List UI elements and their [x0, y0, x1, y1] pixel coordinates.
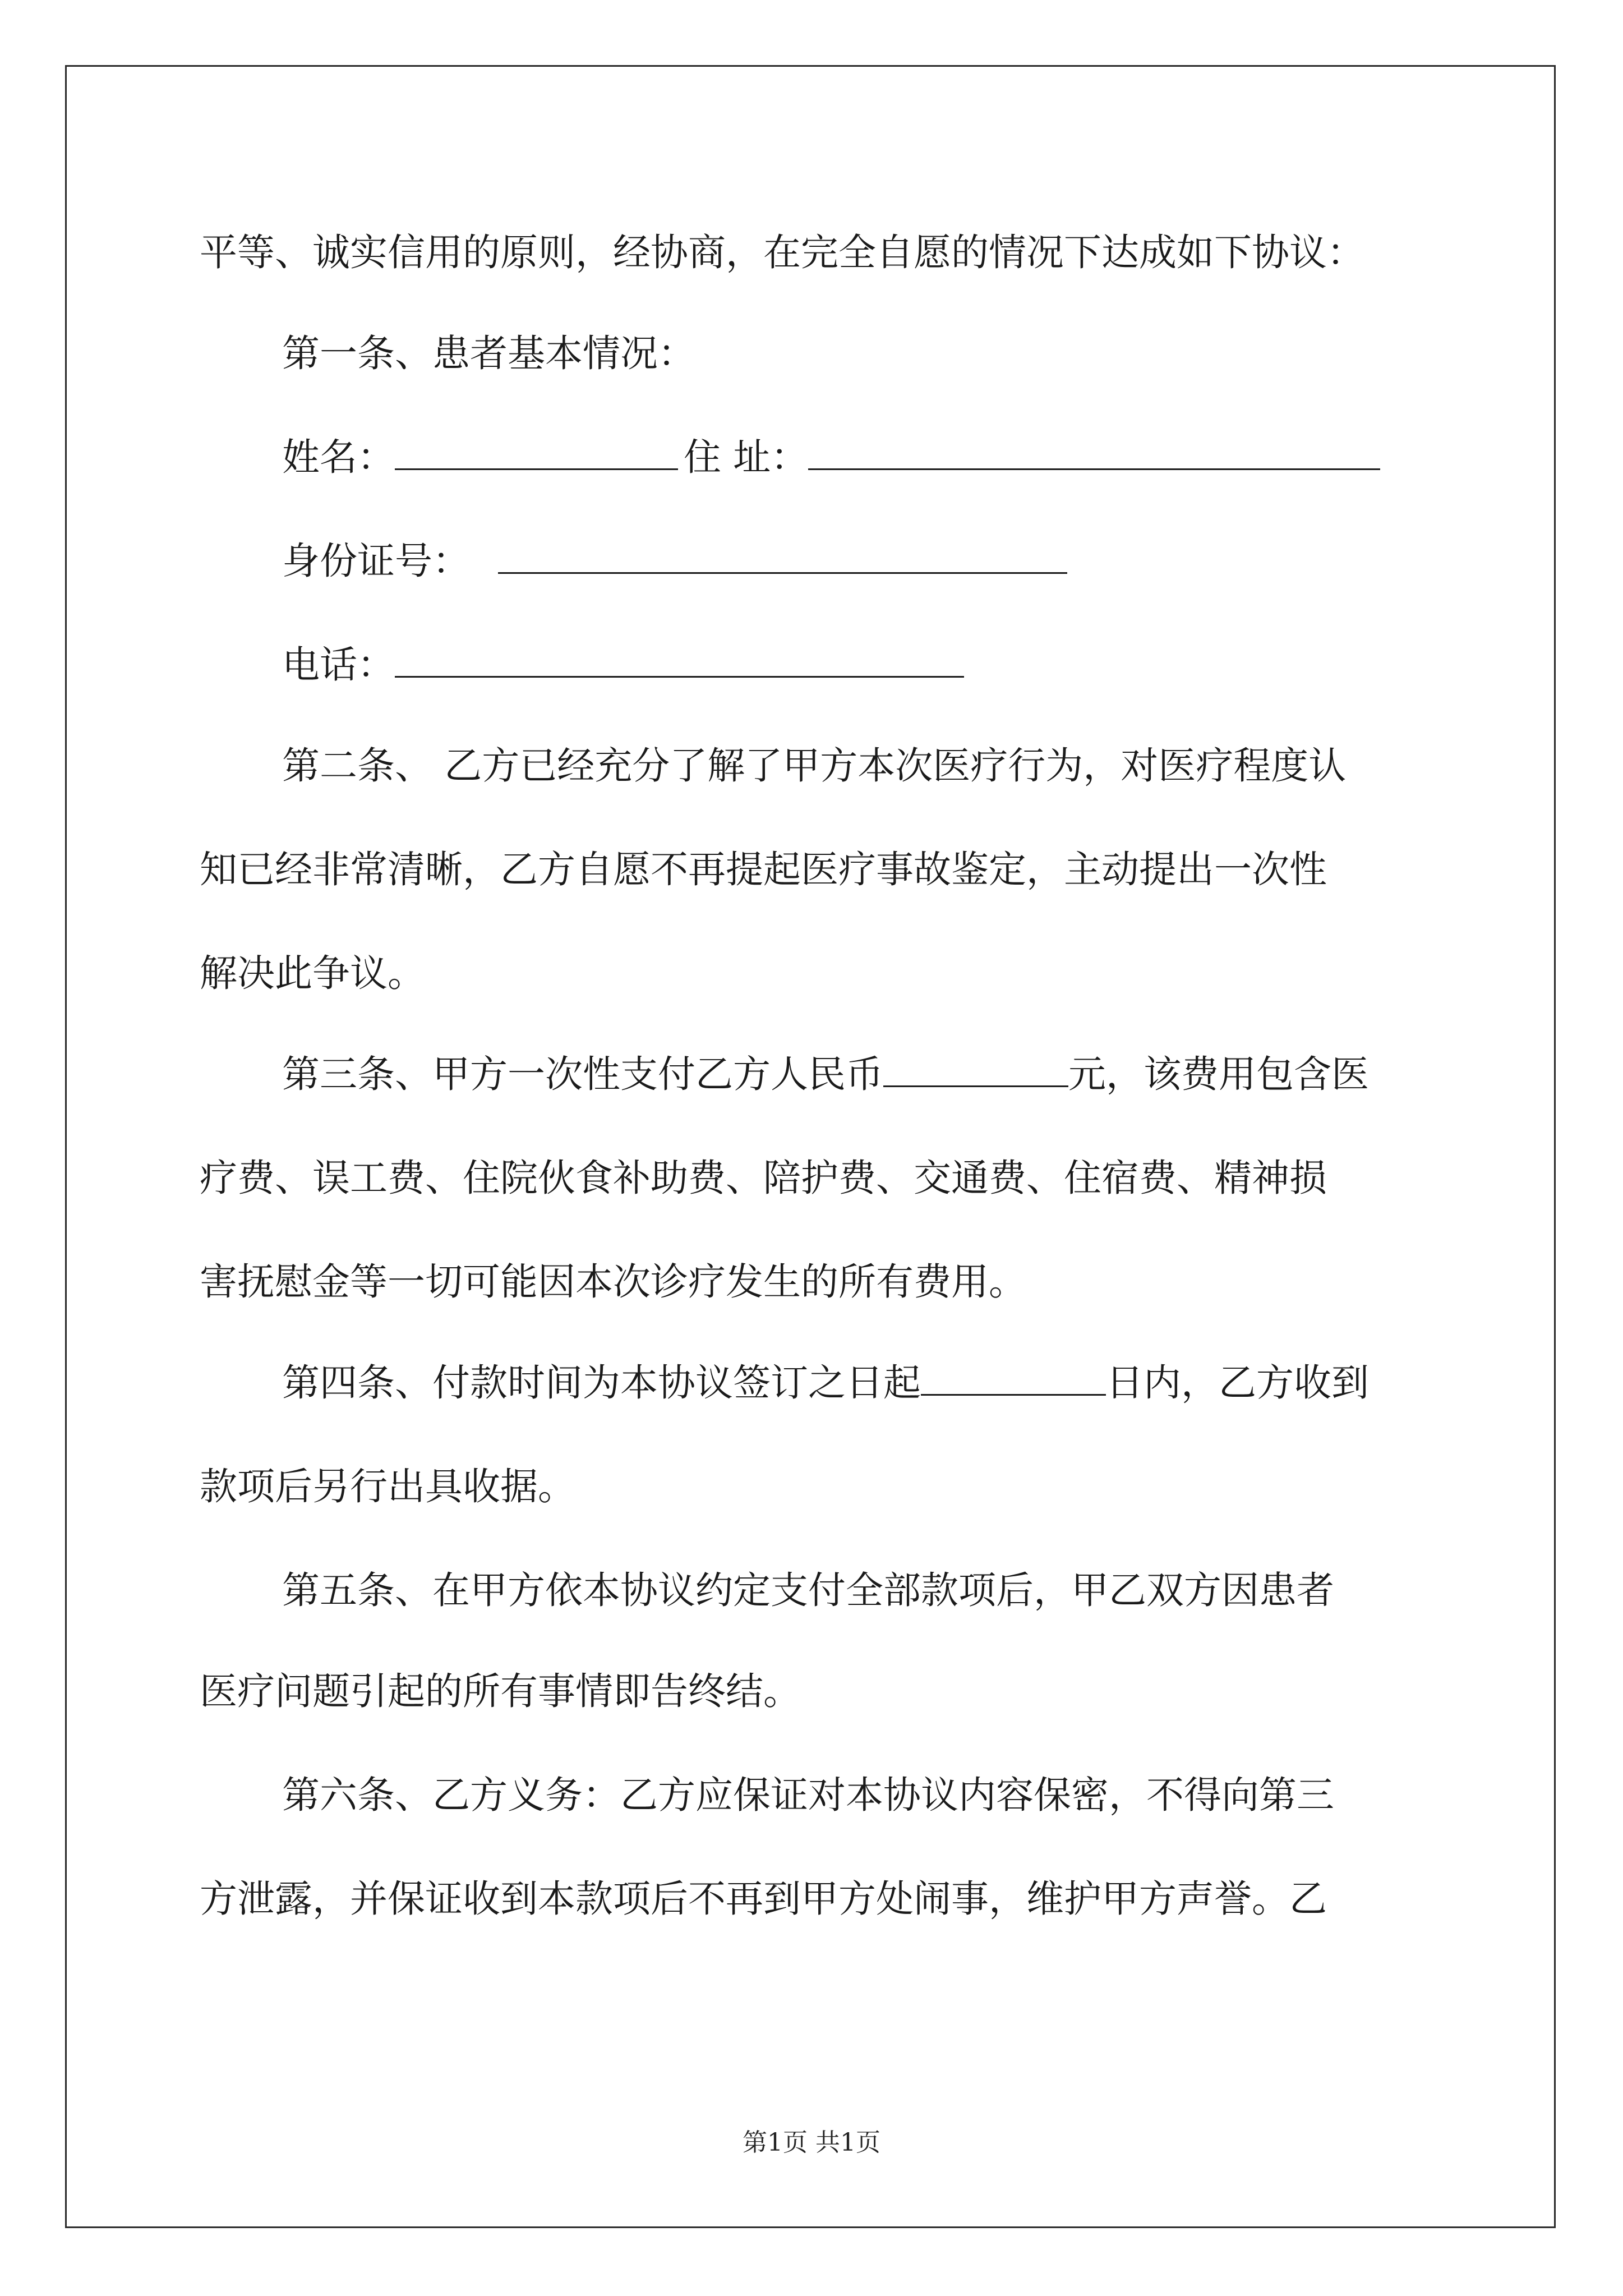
name-blank: [395, 436, 678, 470]
days-blank: [921, 1361, 1106, 1396]
article-5-line-2: [200, 1666, 801, 1717]
text-line: 医疗问题引起的所有事情即告终结。: [200, 1669, 801, 1713]
page-number: 第1页 共1页: [743, 2128, 880, 2157]
address-blank: [808, 436, 1380, 470]
text-line: 第一条、患者基本情况：: [282, 332, 695, 375]
text-line: 第五条、在甲方依本协议约定支付全部款项后，甲乙双方因患者: [282, 1568, 1334, 1612]
article-2-line-2: [200, 844, 1327, 895]
phone-label: 电话：: [282, 643, 395, 687]
text-line: 第二条、 乙方已经充分了解了甲方本次医疗行为，对医疗程度认: [282, 744, 1347, 788]
article-2-line-3: [200, 948, 425, 999]
text-line: 疗费、误工费、住院伙食补助费、陪护费、交通费、住宿费、精神损: [200, 1156, 1327, 1200]
field-row-name-address: [282, 432, 1380, 482]
name-label: 姓名：: [282, 435, 395, 479]
paragraph-intro-tail: [200, 227, 1364, 278]
field-row-phone: [282, 639, 964, 690]
article-3-line-3: [200, 1257, 1026, 1307]
amount-blank: [883, 1053, 1068, 1087]
text-line: 第四条、付款时间为本协议签订之日起: [282, 1361, 921, 1405]
article-6-line-2: [200, 1874, 1327, 1924]
text-line: 第六条、乙方义务：乙方应保证对本协议内容保密，不得向第三: [282, 1773, 1334, 1817]
text-line: 元，该费用包含医: [1068, 1052, 1369, 1096]
address-label: 住 址：: [684, 435, 809, 479]
article-6-line-1: [282, 1770, 1334, 1820]
text-line: 知已经非常清晰，乙方自愿不再提起医疗事故鉴定，主动提出一次性: [200, 848, 1327, 891]
article-4-line-1: [282, 1358, 1369, 1408]
article-3-line-2: [200, 1153, 1327, 1203]
page-footer: [0, 2126, 1623, 2160]
article-2-line-1: [282, 740, 1346, 791]
text-line: 解决此争议。: [200, 951, 425, 995]
id-label: 身份证号：: [282, 539, 470, 583]
text-line: 平等、诚实信用的原则，经协商，在完全自愿的情况下达成如下协议：: [200, 231, 1364, 274]
text-line: 款项后另行出具收据。: [200, 1465, 575, 1508]
field-row-id: [282, 536, 1067, 586]
article-3-line-1: [282, 1049, 1369, 1099]
id-blank: [498, 540, 1067, 574]
text-line: 害抚慰金等一切可能因本次诊疗发生的所有费用。: [200, 1260, 1026, 1304]
text-line: 日内，乙方收到: [1106, 1361, 1369, 1405]
text-line: 方泄露，并保证收到本款项后不再到甲方处闹事，维护甲方声誉。乙: [200, 1877, 1327, 1921]
text-line: 第三条、甲方一次性支付乙方人民币: [282, 1052, 883, 1096]
article-1-heading: [282, 328, 695, 379]
article-5-line-1: [282, 1565, 1334, 1616]
phone-blank: [395, 643, 964, 678]
article-4-line-2: [200, 1461, 575, 1512]
